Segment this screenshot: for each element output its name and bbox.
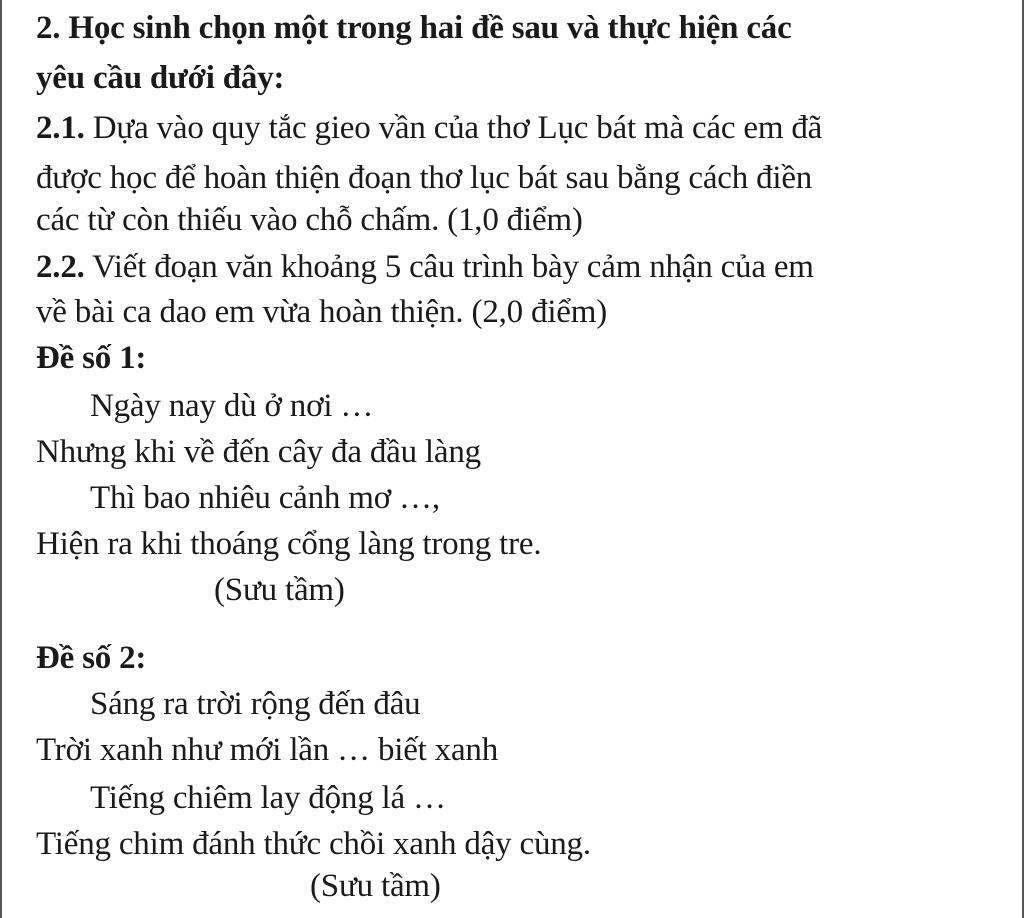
de2-verse-4: Tiếng chim đánh thức chồi xanh dậy cùng.: [36, 826, 591, 862]
de1-verse-4: Hiện ra khi thoáng cổng làng trong tre.: [36, 526, 542, 562]
de2-verse-2: Trời xanh như mới lần … biết xanh: [36, 732, 499, 768]
q21-line-2: được học để hoàn thiện đoạn thơ lục bát sau bằng cách điền: [36, 160, 813, 196]
de1-verse-2: Nhưng khi về đến cây đa đầu làng: [36, 434, 481, 470]
de1-credit: (Sưu tầm): [214, 572, 345, 608]
question-title-line-1: 2. Học sinh chọn một trong hai đề sau và thực hiện các: [36, 10, 792, 46]
q21-text-1: Dựa vào quy tắc gieo vần của thơ Lục bát mà các em đã: [84, 110, 823, 146]
q22-text-1: Viết đoạn văn khoảng 5 câu trình bày cảm nhận của em: [84, 249, 814, 285]
de1-verse-1: Ngày nay dù ở nơi …: [90, 388, 374, 424]
q21-number: 2.1.: [36, 110, 85, 146]
de2-verse-3: Tiếng chiêm lay động lá …: [90, 780, 446, 816]
q21-line-1: [36, 108, 822, 148]
de2-credit: (Sưu tầm): [310, 868, 441, 904]
q21-line-3: các từ còn thiếu vào chỗ chấm. (1,0 điểm): [36, 202, 583, 238]
de2-verse-1: Sáng ra trời rộng đến đâu: [90, 686, 421, 722]
question-title-line-2: yêu cầu dưới đây:: [36, 60, 285, 96]
q22-line-1: [36, 247, 814, 287]
q22-line-2: về bài ca dao em vừa hoàn thiện. (2,0 điểm): [36, 294, 607, 330]
q22-number: 2.2.: [36, 249, 85, 285]
de2-heading: Đề số 2:: [36, 640, 147, 676]
de1-verse-3: Thì bao nhiêu cảnh mơ …,: [90, 480, 440, 516]
de1-heading: Đề số 1:: [36, 340, 147, 376]
